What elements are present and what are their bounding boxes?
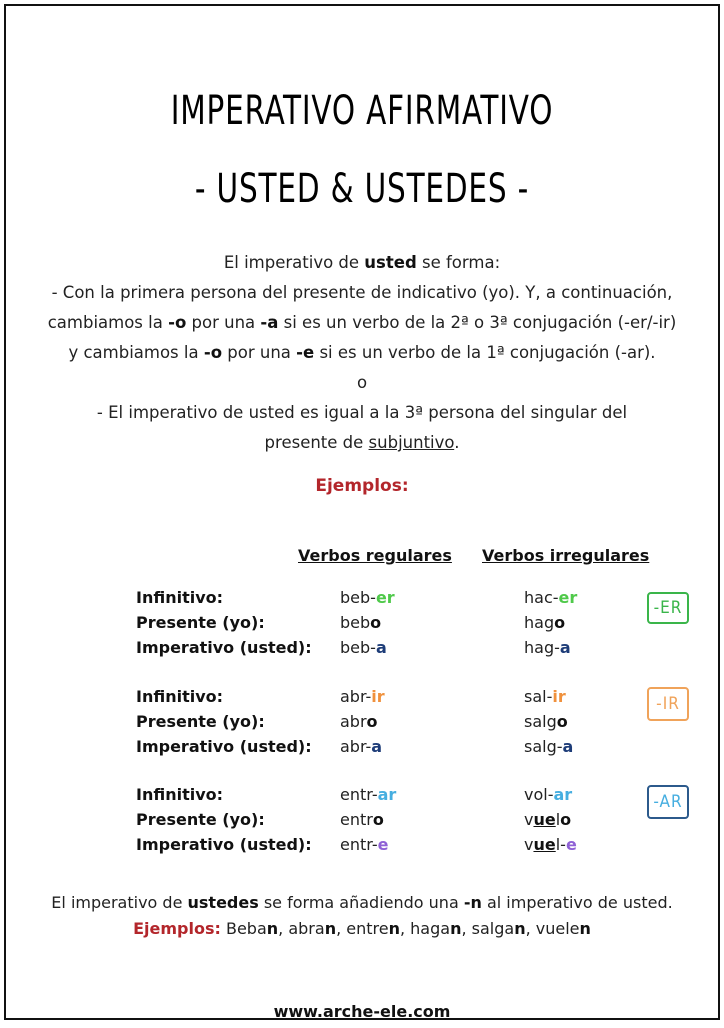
stem: vol- (524, 785, 554, 804)
ending: er (375, 588, 395, 607)
stem: l (555, 810, 561, 829)
diphthong: ue (533, 810, 556, 829)
regular-infinitive (340, 588, 395, 607)
diphthong: ue (533, 835, 556, 854)
stem: v (524, 810, 534, 829)
stem: v (524, 835, 534, 854)
column-header-regular: Verbos regulares (298, 546, 452, 565)
irregular-present (524, 712, 568, 731)
text: presente de (264, 433, 369, 452)
row-label-imperativo: Imperativo (usted): (136, 835, 312, 854)
text: cambiamos la (47, 313, 169, 332)
irregular-imperative (524, 638, 571, 657)
ending: n (324, 919, 337, 938)
row-label-presente: Presente (yo): (136, 712, 265, 731)
stem: beb- (340, 638, 376, 657)
regular-present (340, 613, 381, 632)
intro-line-2: - Con la primera persona del presente de indicativo (yo). Y, a continuación, (51, 283, 673, 302)
ending: o (556, 712, 568, 731)
row-label-imperativo: Imperativo (usted): (136, 737, 312, 756)
stem: beb (340, 613, 371, 632)
text: si es un verbo de la 2ª o 3ª conjugación (-er/-ir) (278, 313, 677, 332)
worksheet-page (4, 4, 720, 1020)
ending: n (579, 919, 591, 938)
separator: , (525, 919, 531, 938)
stem: hag- (524, 638, 560, 657)
bold-text: -e (296, 343, 315, 362)
text: se forma añadiendo una (258, 893, 464, 912)
ending: o (560, 810, 572, 829)
bold-text: -o (203, 343, 223, 362)
intro-line-7 (20, 428, 704, 458)
irregular-infinitive (524, 785, 572, 804)
ending: ar (553, 785, 573, 804)
stem: l- (555, 835, 566, 854)
ending: o (370, 613, 382, 632)
bold-text: -n (463, 893, 482, 912)
regular-infinitive (340, 687, 385, 706)
stem: hag (524, 613, 555, 632)
stem: entr- (340, 835, 378, 854)
bold-text: ustedes (187, 893, 259, 912)
separator: , (278, 919, 284, 938)
stem: sal- (524, 687, 553, 706)
regular-present (340, 712, 378, 731)
bold-text: usted (364, 253, 417, 272)
row-label-presente: Presente (yo): (136, 613, 265, 632)
intro-line-1 (20, 248, 704, 278)
ending: a (371, 737, 383, 756)
bold-text: -o (168, 313, 187, 332)
intro-paragraph (20, 248, 704, 458)
footer-website: www.arche-ele.com (273, 1002, 451, 1021)
stem: abr- (340, 737, 372, 756)
stem: salg (524, 712, 557, 731)
text: si es un verbo de la 1ª conjugación (-ar). (314, 343, 656, 362)
regular-infinitive (340, 785, 396, 804)
example-word: haga (405, 919, 451, 938)
row-label-infinitivo: Infinitivo: (136, 588, 224, 607)
separator: , (336, 919, 342, 938)
irregular-infinitive (524, 687, 566, 706)
ending: o (366, 712, 378, 731)
irregular-imperative (524, 737, 573, 756)
stem: hac- (524, 588, 559, 607)
irregular-present (524, 810, 571, 829)
ending: er (558, 588, 578, 607)
underlined-text: subjuntivo (368, 433, 455, 452)
ending: o (554, 613, 566, 632)
regular-present (340, 810, 384, 829)
text: El imperativo de (51, 893, 188, 912)
irregular-present (524, 613, 565, 632)
row-label-infinitivo: Infinitivo: (136, 687, 224, 706)
example-word: Beba (220, 919, 267, 938)
example-word: salga (466, 919, 515, 938)
ending: e (565, 835, 577, 854)
intro-line-4 (20, 338, 704, 368)
example-word: vuele (530, 919, 580, 938)
ending: n (514, 919, 526, 938)
stem: abr- (340, 687, 372, 706)
stem: salg- (524, 737, 563, 756)
ir-tag: -IR (647, 687, 689, 721)
regular-imperative (340, 737, 382, 756)
examples-heading: Ejemplos: (315, 476, 409, 496)
page-title: IMPERATIVO AFIRMATIVO (170, 88, 554, 134)
ending: ir (552, 687, 566, 706)
irregular-infinitive (524, 588, 577, 607)
row-label-imperativo: Imperativo (usted): (136, 638, 312, 657)
page-subtitle: - USTED & USTEDES - (194, 166, 530, 212)
separator: , (399, 919, 406, 938)
intro-line-5: o (356, 373, 368, 392)
example-word: entre (341, 919, 389, 938)
text: por una (222, 343, 297, 362)
column-header-irregular: Verbos irregulares (482, 546, 650, 565)
ending: n (388, 919, 400, 938)
intro-line-6: - El imperativo de usted es igual a la 3ª persona del singular del (96, 403, 628, 422)
bold-text: -a (260, 313, 279, 332)
irregular-imperative (524, 835, 577, 854)
stem: entr (340, 810, 373, 829)
ustedes-paragraph (6, 890, 718, 942)
ustedes-examples (6, 916, 718, 942)
regular-imperative (340, 835, 388, 854)
ending: n (266, 919, 279, 938)
intro-line-3 (20, 308, 704, 338)
stem: entr- (340, 785, 378, 804)
ending: o (372, 810, 384, 829)
text: se forma: (416, 253, 501, 272)
text: al imperativo de usted. (481, 893, 673, 912)
text: y cambiamos la (68, 343, 204, 362)
text: por una (186, 313, 261, 332)
text: El imperativo de (223, 253, 365, 272)
ending: n (450, 919, 462, 938)
ending: a (562, 737, 574, 756)
ar-tag: -AR (647, 785, 689, 819)
ending: a (559, 638, 571, 657)
ustedes-rule (6, 890, 718, 916)
ending: ar (377, 785, 397, 804)
ending: e (377, 835, 389, 854)
stem: abr (340, 712, 367, 731)
example-word: abra (283, 919, 325, 938)
stem: beb- (340, 588, 376, 607)
row-label-infinitivo: Infinitivo: (136, 785, 224, 804)
text: . (454, 433, 460, 452)
regular-imperative (340, 638, 387, 657)
row-label-presente: Presente (yo): (136, 810, 265, 829)
separator: , (461, 919, 467, 938)
ending: ir (371, 687, 385, 706)
examples-label: Ejemplos: (133, 919, 221, 938)
er-tag: -ER (647, 592, 689, 624)
ending: a (375, 638, 387, 657)
